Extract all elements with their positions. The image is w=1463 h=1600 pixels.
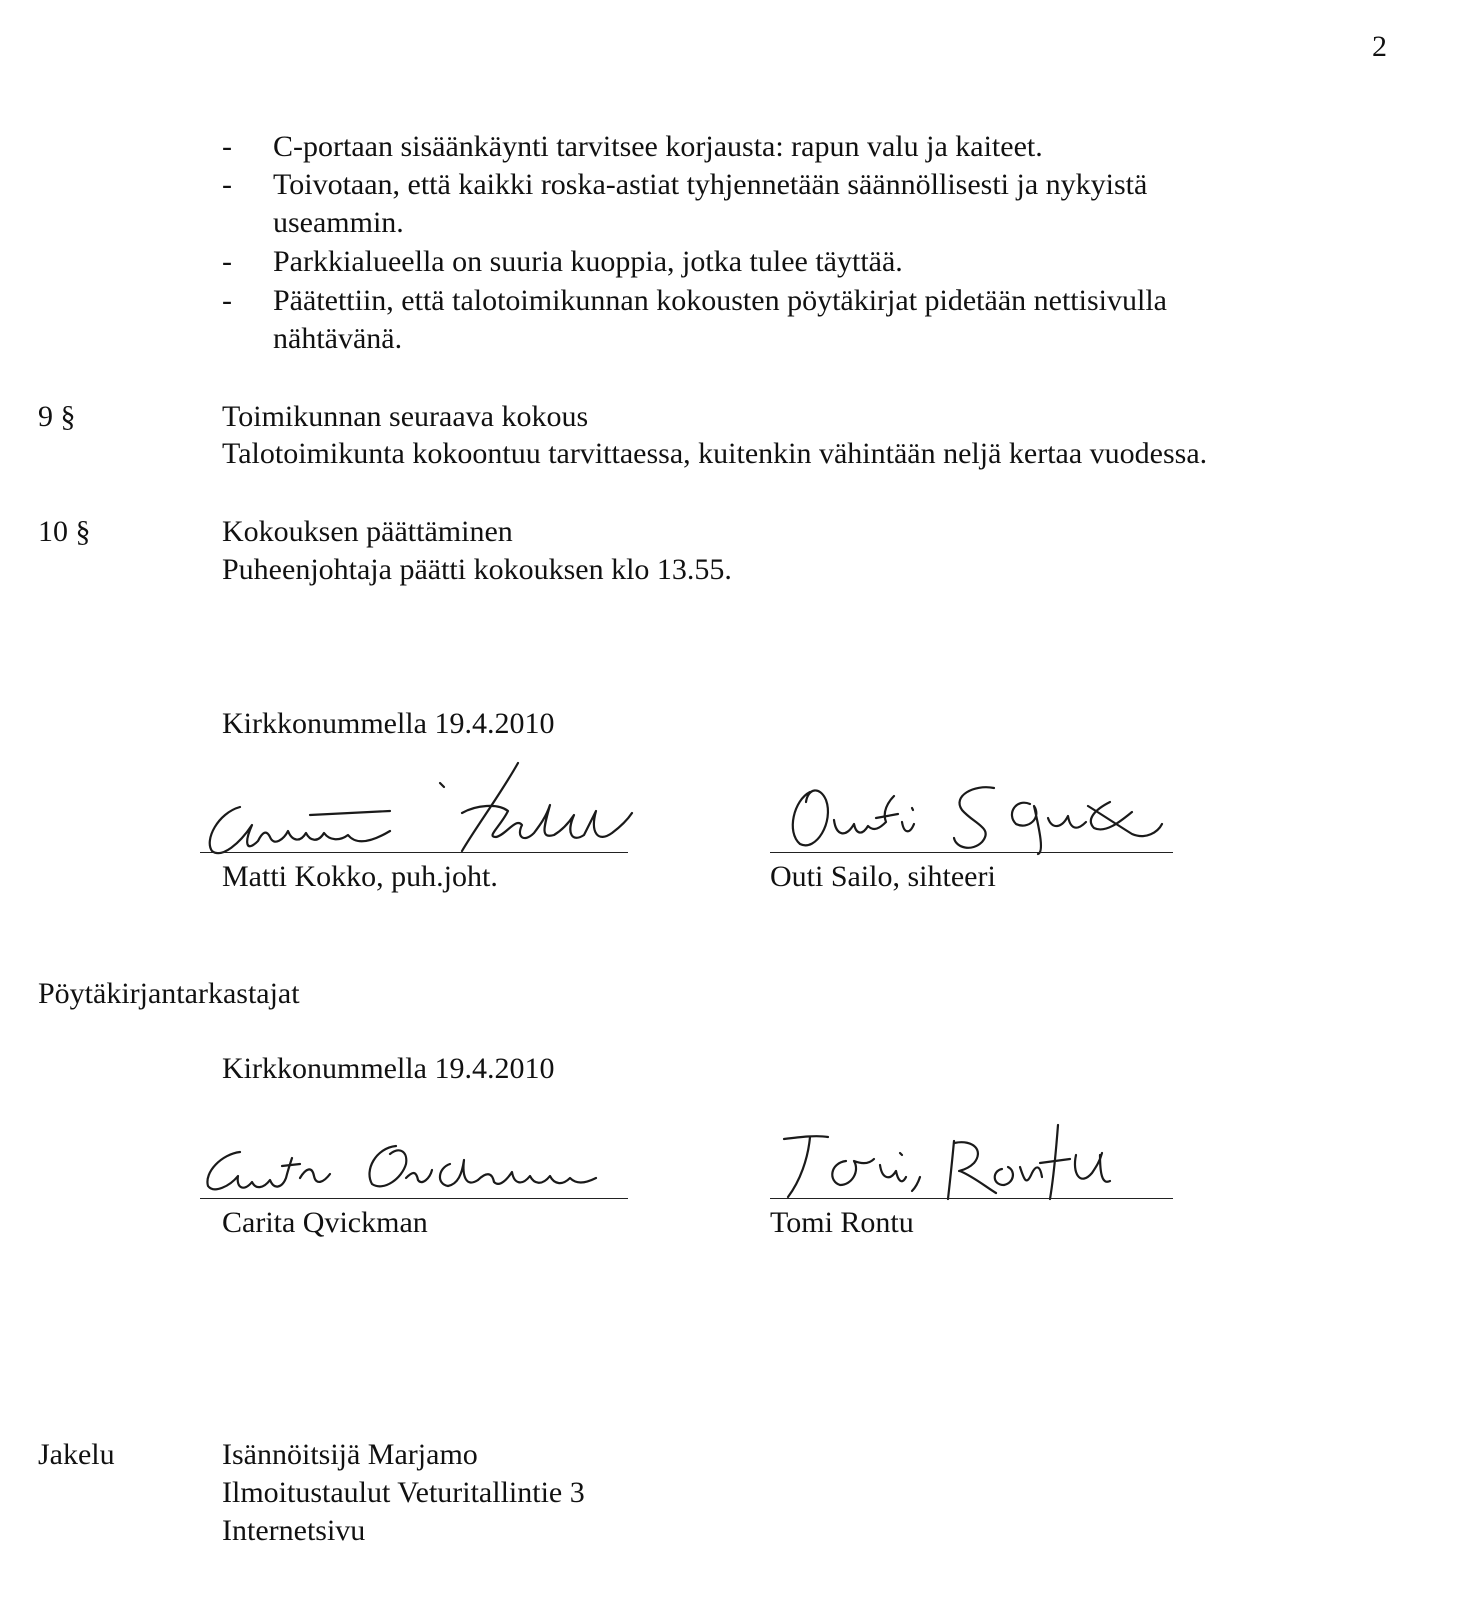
signature-line: [770, 1198, 1173, 1199]
bullet-text-continuation: nähtävänä.: [273, 322, 403, 355]
signer-name: Carita Qvickman: [222, 1206, 428, 1239]
bullet-text: C-portaan sisäänkäynti tarvitsee korjausta: rapun valu ja kaiteet.: [273, 130, 1043, 163]
signer-name: Tomi Rontu: [770, 1206, 914, 1239]
bullet-text-continuation: useammin.: [273, 206, 404, 239]
signer-name: Outi Sailo, sihteeri: [770, 860, 996, 893]
section-number: 10 §: [38, 515, 91, 548]
bullet-dash: -: [222, 284, 232, 317]
bullet-dash: -: [222, 245, 232, 278]
distribution-item: Ilmoitustaulut Veturitallintie 3: [222, 1476, 585, 1509]
bullet-text: Toivotaan, että kaikki roska-astiat tyhjennetään säännöllisesti ja nykyistä: [273, 168, 1148, 201]
distribution-label: Jakelu: [38, 1438, 115, 1471]
signature-carita-qvickman: [200, 1130, 620, 1200]
signature-line: [770, 852, 1173, 853]
signature-tomi-rontu: [770, 1115, 1150, 1205]
reviewers-heading: Pöytäkirjantarkastajat: [38, 977, 300, 1010]
distribution-item: Internetsivu: [222, 1514, 366, 1547]
signature-outi-sailo: [770, 762, 1170, 857]
bullet-text: Päätettiin, että talotoimikunnan kokousten pöytäkirjat pidetään nettisivulla: [273, 284, 1167, 317]
section-body: Talotoimikunta kokoontuu tarvittaessa, kuitenkin vähintään neljä kertaa vuodessa.: [222, 437, 1208, 470]
signature-matti-kokko: [200, 755, 640, 860]
place-date: Kirkkonummella 19.4.2010: [222, 707, 555, 740]
place-date: Kirkkonummella 19.4.2010: [222, 1052, 555, 1085]
bullet-text: Parkkialueella on suuria kuoppia, jotka tulee täyttää.: [273, 245, 903, 278]
bullet-dash: -: [222, 130, 232, 163]
bullet-dash: -: [222, 168, 232, 201]
signature-line: [200, 852, 628, 853]
page-number: 2: [1372, 30, 1387, 63]
section-number: 9 §: [38, 400, 76, 433]
distribution-item: Isännöitsijä Marjamo: [222, 1438, 478, 1471]
signer-name: Matti Kokko, puh.joht.: [222, 860, 498, 893]
section-title: Kokouksen päättäminen: [222, 515, 513, 548]
section-title: Toimikunnan seuraava kokous: [222, 400, 589, 433]
signature-line: [200, 1198, 628, 1199]
section-body: Puheenjohtaja päätti kokouksen klo 13.55.: [222, 553, 732, 586]
